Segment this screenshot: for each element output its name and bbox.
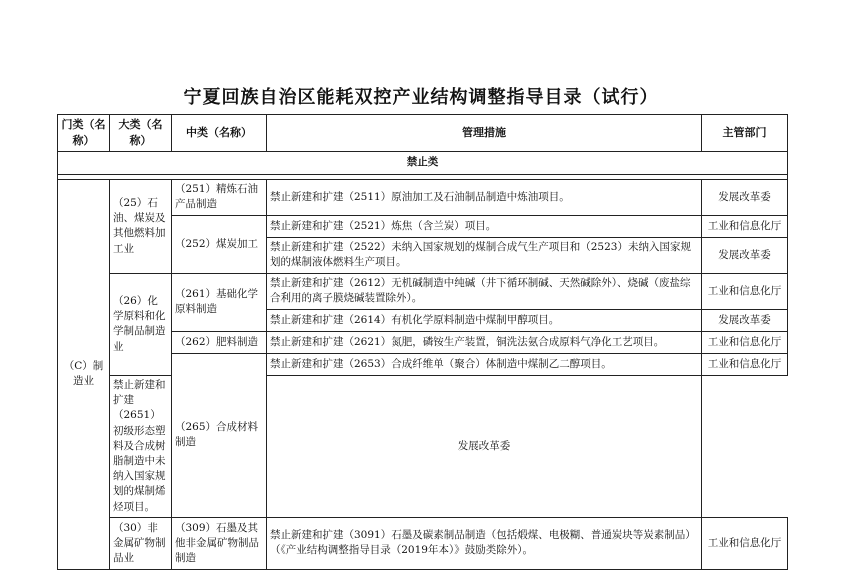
middle-cell: （252）煤炭加工 [172,215,267,273]
measure-cell: 禁止新建和扩建（2522）未纳入国家规划的煤制合成气生产项目和（2523）未纳入国家规划的煤制液体燃料生产项目。 [267,237,702,273]
department-cell: 工业和信息化厅 [702,353,788,375]
header-middle: 中类（名称） [172,115,267,152]
department-cell: 工业和信息化厅 [702,331,788,353]
major-cell: （30）非金属矿物制品业 [110,517,172,569]
header-measures: 管理措施 [267,115,702,152]
table-row [58,179,788,215]
document-title: 宁夏回族自治区能耗双控产业结构调整指导目录（试行） [183,87,659,108]
department-cell: 发展改革委 [267,375,702,517]
department-cell: 发展改革委 [702,179,788,215]
middle-cell: （309）石墨及其他非金属矿物制品制造 [172,517,267,569]
header-row [58,115,788,152]
header-category: 门类（名称） [58,115,110,152]
middle-cell: （265）合成材料制造 [172,353,267,517]
major-cell: （25）石油、煤炭及其他燃料加工业 [110,179,172,273]
department-cell: 工业和信息化厅 [702,517,788,569]
department-cell: 工业和信息化厅 [702,273,788,309]
category-cell: （C）制造业 [58,179,110,569]
measure-cell: 禁止新建和扩建（2612）无机碱制造中纯碱（井下循环制碱、天然碱除外）、烧碱（废盐综合利用的离子膜烧碱装置除外）。 [267,273,702,309]
middle-cell: （262）肥料制造 [172,331,267,353]
middle-cell: （251）精炼石油产品制造 [172,179,267,215]
industry-catalog-table [57,114,788,570]
measure-cell: 禁止新建和扩建（2621）氮肥，磷铵生产装置，铜洗法氨合成原料气净化工艺项目。 [267,331,702,353]
section-title: 禁止类 [58,151,788,174]
table-row [58,273,788,309]
department-cell: 发展改革委 [702,309,788,331]
table-row [58,375,788,517]
header-department: 主管部门 [702,115,788,152]
measure-cell: 禁止新建和扩建（2614）有机化学原料制造中煤制甲醇项目。 [267,309,702,331]
middle-cell: （261）基础化学原料制造 [172,273,267,331]
department-cell: 工业和信息化厅 [702,215,788,237]
section-row [58,151,788,174]
measure-cell: 禁止新建和扩建（2521）炼焦（含兰炭）项目。 [267,215,702,237]
measure-cell: 禁止新建和扩建（2651）初级形态塑料及合成树脂制造中未纳入国家规划的煤制烯烃项目。 [110,375,172,517]
major-cell: （26）化学原料和化学制品制造业 [110,273,172,375]
measure-cell: 禁止新建和扩建（2653）合成纤维单（聚合）体制造中煤制乙二醇项目。 [267,353,702,375]
measure-cell: 禁止新建和扩建（3091）石墨及碳素制品制造（包括煅煤、电极糊、普通炭块等炭素制品）（《产业结构调整指导目录（2019年本）》鼓励类除外）。 [267,517,702,569]
table-row [58,517,788,569]
department-cell: 发展改革委 [702,237,788,273]
header-major: 大类（名称） [110,115,172,152]
measure-cell: 禁止新建和扩建（2511）原油加工及石油制品制造中炼油项目。 [267,179,702,215]
